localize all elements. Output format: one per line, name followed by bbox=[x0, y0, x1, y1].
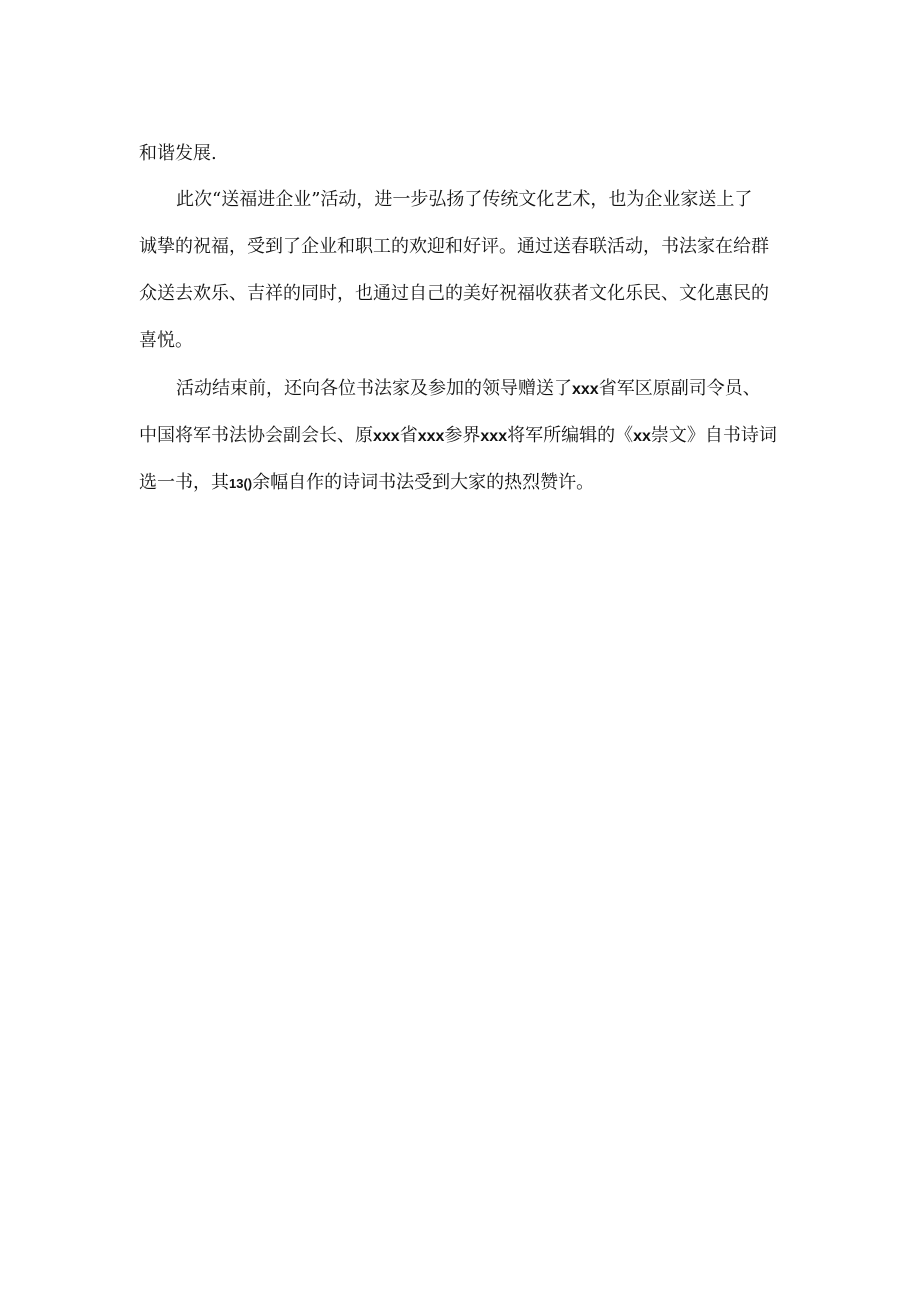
paragraph-2-line-4 bbox=[139, 329, 193, 353]
text-run: 众送去欢乐、吉祥的同时，也通过自己的美好祝福收获者文化乐民、文化惠民的 bbox=[139, 283, 769, 304]
paragraph-3-line-2 bbox=[139, 424, 777, 449]
paragraph-3-line-1 bbox=[176, 377, 761, 402]
paragraph-2-line-2 bbox=[139, 235, 769, 259]
text-run: 和谐发展. bbox=[139, 143, 217, 164]
paragraph-2-line-3 bbox=[139, 282, 769, 306]
text-run: 此次“送福进企业”活动，进一步弘扬了传统文化艺术，也为企业家送上了 bbox=[176, 189, 753, 210]
text-run: 省 bbox=[399, 425, 418, 446]
paragraph-1-line-1 bbox=[139, 142, 217, 166]
text-run-bold: xx bbox=[633, 428, 651, 445]
text-run: 省军区原副司令员、 bbox=[598, 378, 761, 399]
paragraph-2-line-1 bbox=[176, 188, 752, 212]
paragraph-3-line-3 bbox=[139, 471, 594, 496]
text-run: 参界 bbox=[444, 425, 481, 446]
text-run: 余幅自作的诗词书法受到大家的热烈赞许。 bbox=[252, 472, 595, 493]
text-run-bold: xxx bbox=[417, 428, 445, 445]
text-run-bold: xxx bbox=[480, 428, 508, 445]
text-run-bold: xxx bbox=[373, 428, 400, 445]
text-run: 活动结束前，还向各位书法家及参加的领导赠送了 bbox=[176, 378, 572, 399]
text-run: 将军所编辑的《 bbox=[507, 425, 634, 446]
text-run: 喜悦。 bbox=[139, 330, 193, 351]
text-run: 诚挚的祝福，受到了企业和职工的欢迎和好评。通过送春联活动，书法家在给群 bbox=[139, 236, 769, 257]
text-run: 中国将军书法协会副会长、原 bbox=[139, 425, 373, 446]
text-run: 崇文》自书诗词 bbox=[650, 425, 777, 446]
text-run: 选一书，其 bbox=[139, 472, 229, 493]
text-run-bold: 13() bbox=[229, 476, 253, 491]
text-run-bold: xxx bbox=[572, 381, 599, 398]
